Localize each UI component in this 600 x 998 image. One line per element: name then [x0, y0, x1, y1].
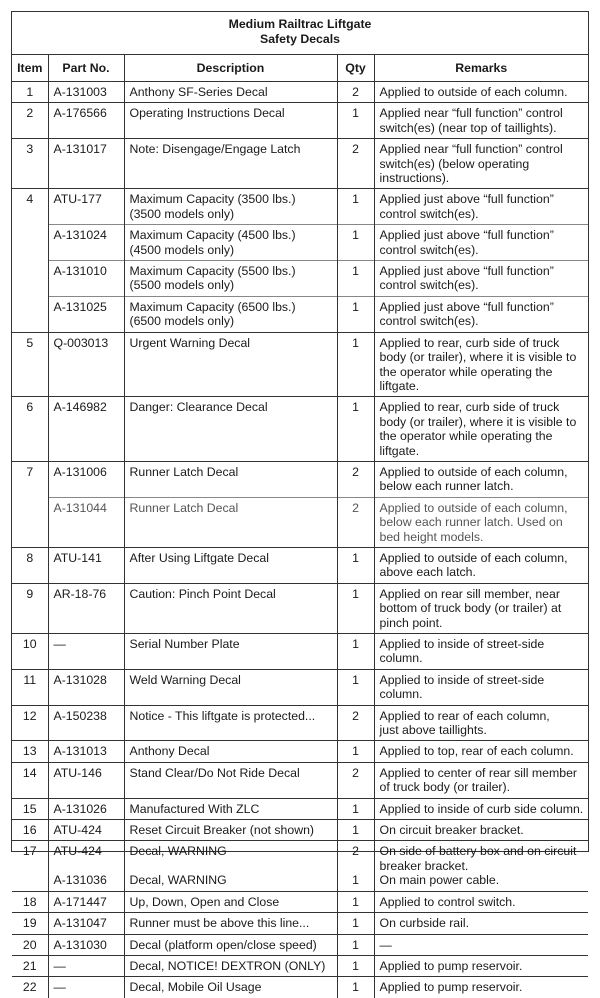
- header-item: Item: [12, 55, 48, 82]
- qty-cell: 1: [337, 891, 374, 912]
- qty-cell: 1: [337, 547, 374, 583]
- desc-cell: Decal, NOTICE! DEXTRON (ONLY): [124, 955, 337, 976]
- part-cell: —: [48, 977, 124, 998]
- title-line-1: Medium Railtrac Liftgate: [228, 17, 372, 31]
- remarks-cell: Applied to pump reservoir.: [374, 955, 588, 976]
- header-row: [12, 55, 588, 82]
- qty-cell: 1: [337, 913, 374, 934]
- part-cell: A-131044: [48, 497, 124, 547]
- desc-cell: Manufactured With ZLC: [124, 798, 337, 819]
- qty-cell: 2 1: [337, 841, 374, 891]
- part-cell: A-131026: [48, 798, 124, 819]
- decal-table: [12, 55, 588, 998]
- part-cell: A-131003: [48, 82, 124, 103]
- item-cell: 3: [12, 139, 48, 189]
- qty-cell: 2: [337, 82, 374, 103]
- remarks-cell: On curbside rail.: [374, 913, 588, 934]
- item-cell: 14: [12, 762, 48, 798]
- part-cell: ATU-146: [48, 762, 124, 798]
- qty-cell: 1: [337, 261, 374, 297]
- table-row: [12, 705, 588, 741]
- item-cell: 1: [12, 82, 48, 103]
- item-cell: 11: [12, 669, 48, 705]
- qty-cell: 1: [337, 189, 374, 225]
- remarks-cell: Applied just above “full function” control switch(es).: [374, 225, 588, 261]
- remarks-cell: Applied to outside of each column, above each latch.: [374, 547, 588, 583]
- table-row: [12, 547, 588, 583]
- table-row: [12, 296, 588, 332]
- remarks-cell: Applied to outside of each column.: [374, 82, 588, 103]
- desc-cell: Serial Number Plate: [124, 634, 337, 670]
- qty-cell: 1: [337, 934, 374, 955]
- qty-cell: 1: [337, 820, 374, 841]
- item-cell: 12: [12, 705, 48, 741]
- item-cell: [12, 261, 48, 297]
- desc-cell: After Using Liftgate Decal: [124, 547, 337, 583]
- qty-cell: 1: [337, 103, 374, 139]
- part-cell: A-146982: [48, 397, 124, 462]
- desc-cell: Reset Circuit Breaker (not shown): [124, 820, 337, 841]
- header-qty: Qty: [337, 55, 374, 82]
- remarks-cell: Applied to outside of each column, below each runner latch. Used on bed height models.: [374, 497, 588, 547]
- table-row: [12, 762, 588, 798]
- part-cell: AR-18-76: [48, 583, 124, 633]
- qty-cell: 2: [337, 705, 374, 741]
- table-row: [12, 583, 588, 633]
- qty-cell: 1: [337, 225, 374, 261]
- item-cell: 8: [12, 547, 48, 583]
- header-remarks: Remarks: [374, 55, 588, 82]
- table-title: [12, 12, 588, 55]
- qty-cell: 1: [337, 977, 374, 998]
- part-cell: —: [48, 634, 124, 670]
- table-row: [12, 634, 588, 670]
- desc-cell: Stand Clear/Do Not Ride Decal: [124, 762, 337, 798]
- remarks-cell: Applied just above “full function” control switch(es).: [374, 189, 588, 225]
- part-cell: Q-003013: [48, 332, 124, 397]
- table-row: [12, 977, 588, 998]
- remarks-cell: Applied just above “full function” control switch(es).: [374, 296, 588, 332]
- remarks-cell: Applied to inside of street-side column.: [374, 669, 588, 705]
- desc-cell: Caution: Pinch Point Decal: [124, 583, 337, 633]
- decal-table-frame: [11, 11, 589, 995]
- table-row: [12, 139, 588, 189]
- part-cell: A-131013: [48, 741, 124, 762]
- title-line-2: Safety Decals: [260, 32, 340, 46]
- desc-cell: Danger: Clearance Decal: [124, 397, 337, 462]
- item-cell: 17: [12, 841, 48, 891]
- item-cell: 7: [12, 461, 48, 497]
- desc-cell: Weld Warning Decal: [124, 669, 337, 705]
- remarks-cell: On circuit breaker bracket.: [374, 820, 588, 841]
- qty-cell: 2: [337, 497, 374, 547]
- part-cell: A-131030: [48, 934, 124, 955]
- table-row: [12, 189, 588, 225]
- part-cell: A-131028: [48, 669, 124, 705]
- desc-cell: Runner Latch Decal: [124, 461, 337, 497]
- header-description: Description: [124, 55, 337, 82]
- item-cell: 4: [12, 189, 48, 225]
- remarks-cell: Applied just above “full function” control switch(es).: [374, 261, 588, 297]
- qty-cell: 1: [337, 955, 374, 976]
- remarks-cell: —: [374, 934, 588, 955]
- item-cell: 6: [12, 397, 48, 462]
- desc-cell: Runner must be above this line...: [124, 913, 337, 934]
- desc-cell: Decal, WARNING Decal, WARNING: [124, 841, 337, 891]
- remarks-cell: Applied to rear of each column, just above taillights.: [374, 705, 588, 741]
- remarks-cell: Applied to rear, curb side of truck body (or trailer), where it is visible to the operator while operating the liftgate.: [374, 332, 588, 397]
- desc-cell: Urgent Warning Decal: [124, 332, 337, 397]
- remarks-cell: Applied to rear, curb side of truck body (or trailer), where it is visible to the operator while operating the liftgate.: [374, 397, 588, 462]
- qty-cell: 1: [337, 798, 374, 819]
- part-cell: ATU-424: [48, 820, 124, 841]
- remarks-cell: On side of battery box and on circuit breaker bracket. On main power cable.: [374, 841, 588, 891]
- table-row: [12, 741, 588, 762]
- part-cell: A-176566: [48, 103, 124, 139]
- desc-cell: Anthony SF-Series Decal: [124, 82, 337, 103]
- table-row: [12, 913, 588, 934]
- remarks-cell: Applied on rear sill member, near bottom of truck body (or trailer) at pinch point.: [374, 583, 588, 633]
- desc-cell: Maximum Capacity (4500 lbs.) (4500 models only): [124, 225, 337, 261]
- table-row: [12, 841, 588, 891]
- table-row: [12, 669, 588, 705]
- desc-cell: Runner Latch Decal: [124, 497, 337, 547]
- part-cell: ATU-141: [48, 547, 124, 583]
- part-cell: A-131010: [48, 261, 124, 297]
- remarks-cell: Applied to inside of curb side column.: [374, 798, 588, 819]
- part-cell: —: [48, 955, 124, 976]
- qty-cell: 1: [337, 669, 374, 705]
- item-cell: 2: [12, 103, 48, 139]
- table-row: [12, 261, 588, 297]
- header-part-no: Part No.: [48, 55, 124, 82]
- qty-cell: 1: [337, 397, 374, 462]
- qty-cell: 1: [337, 583, 374, 633]
- item-cell: 16: [12, 820, 48, 841]
- qty-cell: 1: [337, 741, 374, 762]
- part-cell: A-131006: [48, 461, 124, 497]
- item-cell: 19: [12, 913, 48, 934]
- qty-cell: 2: [337, 139, 374, 189]
- desc-cell: Maximum Capacity (6500 lbs.) (6500 models only): [124, 296, 337, 332]
- item-cell: 20: [12, 934, 48, 955]
- desc-cell: Up, Down, Open and Close: [124, 891, 337, 912]
- table-row: [12, 461, 588, 497]
- desc-cell: Notice - This liftgate is protected...: [124, 705, 337, 741]
- qty-cell: 2: [337, 461, 374, 497]
- desc-cell: Decal, Mobile Oil Usage: [124, 977, 337, 998]
- qty-cell: 1: [337, 634, 374, 670]
- item-cell: 5: [12, 332, 48, 397]
- remarks-cell: Applied near “full function” control switch(es) (near top of taillights).: [374, 103, 588, 139]
- qty-cell: 2: [337, 762, 374, 798]
- item-cell: 9: [12, 583, 48, 633]
- item-cell: [12, 296, 48, 332]
- remarks-cell: Applied to control switch.: [374, 891, 588, 912]
- desc-cell: Anthony Decal: [124, 741, 337, 762]
- part-cell: A-131017: [48, 139, 124, 189]
- item-cell: 21: [12, 955, 48, 976]
- item-cell: [12, 497, 48, 547]
- qty-cell: 1: [337, 296, 374, 332]
- remarks-cell: Applied to center of rear sill member of truck body (or trailer).: [374, 762, 588, 798]
- item-cell: 22: [12, 977, 48, 998]
- part-cell: A-150238: [48, 705, 124, 741]
- remarks-cell: Applied near “full function” control switch(es) (below operating instructions).: [374, 139, 588, 189]
- desc-cell: Decal (platform open/close speed): [124, 934, 337, 955]
- remarks-cell: Applied to top, rear of each column.: [374, 741, 588, 762]
- table-row: [12, 955, 588, 976]
- remarks-cell: Applied to inside of street-side column.: [374, 634, 588, 670]
- table-row: [12, 798, 588, 819]
- part-cell: A-131024: [48, 225, 124, 261]
- remarks-cell: Applied to pump reservoir.: [374, 977, 588, 998]
- desc-cell: Operating Instructions Decal: [124, 103, 337, 139]
- table-row: [12, 934, 588, 955]
- table-row: [12, 397, 588, 462]
- table-row: [12, 891, 588, 912]
- table-row: [12, 332, 588, 397]
- part-cell: ATU-177: [48, 189, 124, 225]
- table-row: [12, 82, 588, 103]
- table-row: [12, 820, 588, 841]
- desc-cell: Maximum Capacity (5500 lbs.) (5500 models only): [124, 261, 337, 297]
- desc-cell: Maximum Capacity (3500 lbs.) (3500 models only): [124, 189, 337, 225]
- table-row: [12, 103, 588, 139]
- part-cell: ATU-424 A-131036: [48, 841, 124, 891]
- desc-cell: Note: Disengage/Engage Latch: [124, 139, 337, 189]
- item-cell: [12, 225, 48, 261]
- part-cell: A-131047: [48, 913, 124, 934]
- item-cell: 13: [12, 741, 48, 762]
- table-row: [12, 225, 588, 261]
- qty-cell: 1: [337, 332, 374, 397]
- part-cell: A-171447: [48, 891, 124, 912]
- item-cell: 10: [12, 634, 48, 670]
- item-cell: 18: [12, 891, 48, 912]
- item-cell: 15: [12, 798, 48, 819]
- table-row: [12, 497, 588, 547]
- remarks-cell: Applied to outside of each column, below each runner latch.: [374, 461, 588, 497]
- part-cell: A-131025: [48, 296, 124, 332]
